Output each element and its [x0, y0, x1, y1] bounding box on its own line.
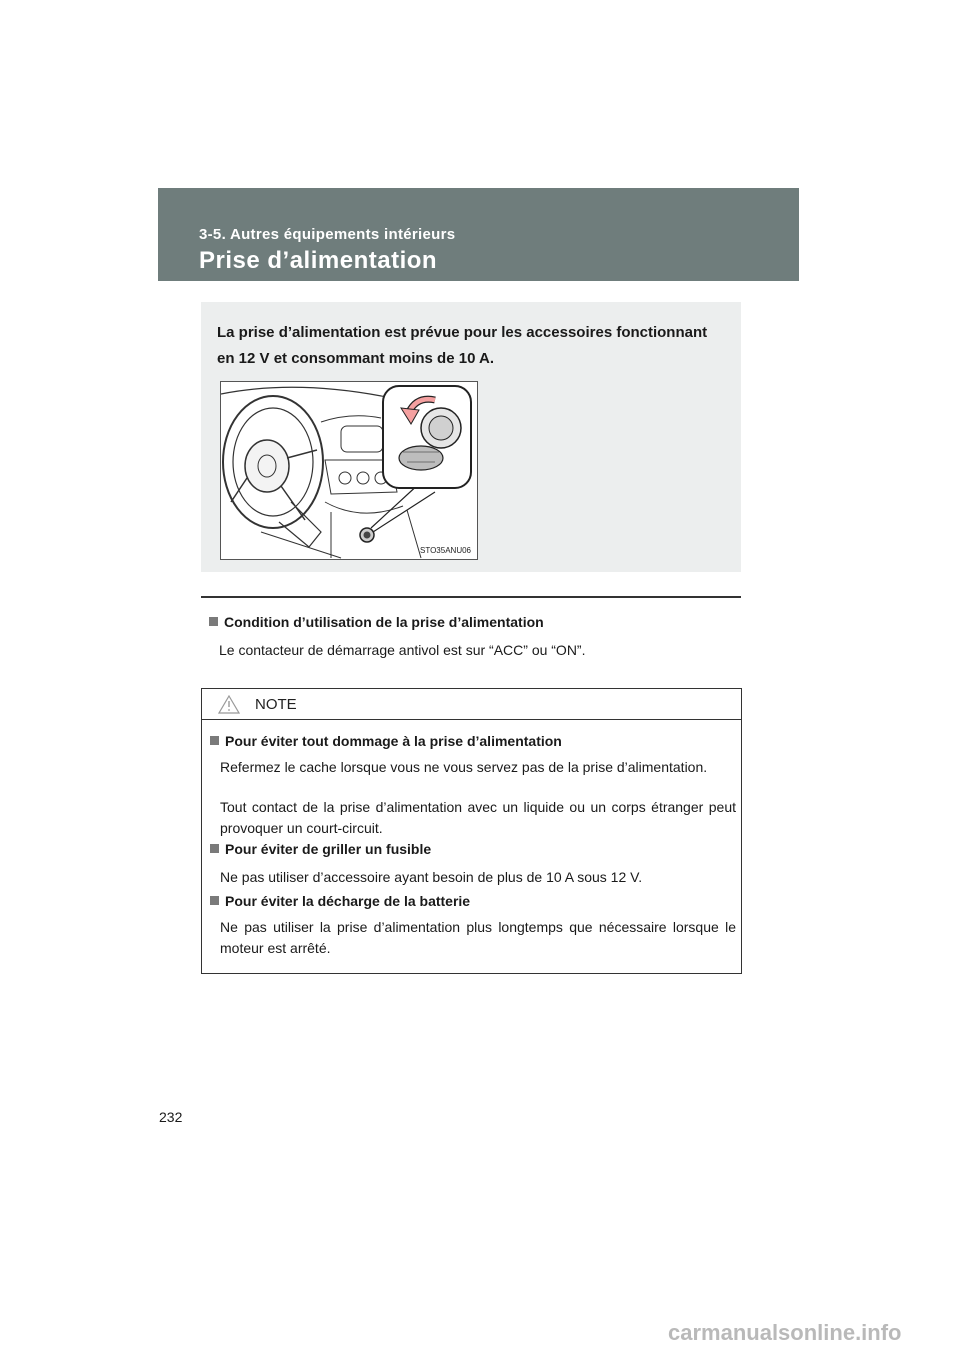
note-header	[202, 689, 741, 720]
section-divider	[201, 596, 741, 598]
note-item-heading	[210, 841, 431, 857]
note-item-paragraph: Tout contact de la prise d’alimentation avec un liquide ou un corps étranger peut provoquer un court-circuit.	[220, 799, 736, 836]
bullet-square-icon	[210, 896, 219, 905]
note-item-heading	[210, 733, 562, 749]
note-item-heading-text: Pour éviter la décharge de la batterie	[225, 893, 471, 909]
warning-triangle-icon	[218, 695, 240, 714]
intro-text: La prise d’alimentation est prévue pour les accessoires fonctionnant en 12 V et consommant moins de 10 A.	[217, 324, 708, 367]
page-title: Prise d’alimentation	[199, 247, 438, 274]
bullet-square-icon	[210, 844, 219, 853]
note-item-heading-text: Pour éviter de griller un fusible	[225, 841, 432, 857]
note-item-paragraph: Ne pas utiliser d’accessoire ayant besoin de plus de 10 A sous 12 V.	[220, 869, 643, 885]
note-box	[201, 688, 742, 974]
note-label: NOTE	[255, 696, 297, 713]
intro-box	[201, 302, 741, 572]
condition-text: Le contacteur de démarrage antivol est sur “ACC” ou “ON”.	[219, 642, 586, 658]
condition-heading-text: Condition d’utilisation de la prise d’alimentation	[224, 614, 544, 630]
section-header-band	[158, 188, 799, 281]
bullet-square-icon	[210, 736, 219, 745]
figure-code: STO35ANU06	[420, 546, 471, 555]
watermark: carmanualsonline.info	[668, 1320, 902, 1345]
power-outlet-illustration	[220, 381, 478, 560]
note-item-paragraph: Refermez le cache lorsque vous ne vous servez pas de la prise d’alimentation.	[220, 759, 708, 775]
bullet-square-icon	[209, 617, 218, 626]
section-label: 3-5. Autres équipements intérieurs	[199, 226, 456, 243]
page-number: 232	[159, 1109, 183, 1125]
dashboard-drawing	[221, 382, 477, 559]
note-item-paragraph: Ne pas utiliser la prise d’alimentation plus longtemps que nécessaire lorsque le moteur est arrêté.	[220, 919, 736, 956]
note-item-heading	[210, 893, 470, 909]
note-item-heading-text: Pour éviter tout dommage à la prise d’alimentation	[225, 733, 562, 749]
condition-heading	[209, 614, 544, 630]
